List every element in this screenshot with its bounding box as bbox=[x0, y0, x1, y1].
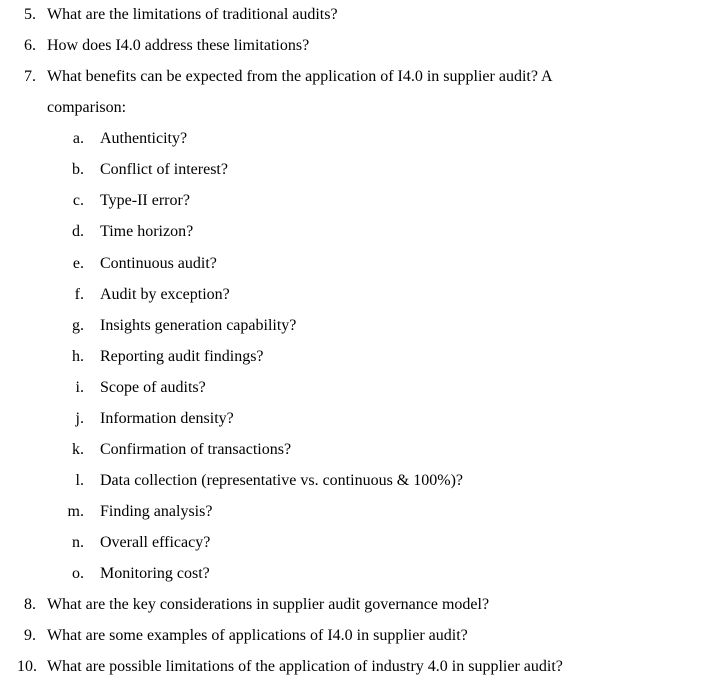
sub-item-text: Conflict of interest? bbox=[100, 161, 228, 178]
sub-item-letter: e. bbox=[72, 255, 84, 272]
sub-item-letter: n. bbox=[72, 534, 84, 551]
sub-item-letter: d. bbox=[72, 223, 84, 240]
sub-item-letter: l. bbox=[75, 472, 84, 489]
sub-item-letter: h. bbox=[72, 348, 84, 365]
sub-item-text: Authenticity? bbox=[100, 130, 188, 147]
question-text: What are the limitations of traditional audits? bbox=[47, 6, 338, 23]
question-number: 5. bbox=[24, 6, 36, 23]
sub-item-text: Scope of audits? bbox=[100, 379, 206, 396]
question-number: 8. bbox=[24, 596, 36, 613]
sub-item-text: Time horizon? bbox=[100, 223, 194, 240]
question-number: 7. bbox=[24, 68, 36, 85]
sub-item-letter: o. bbox=[72, 565, 84, 582]
sub-item-text: Continuous audit? bbox=[100, 255, 217, 272]
sub-item-text: Monitoring cost? bbox=[100, 565, 210, 582]
sub-item-text: Reporting audit findings? bbox=[100, 348, 264, 365]
question-text: What are the key considerations in supplier audit governance model? bbox=[47, 596, 490, 613]
sub-item-letter: b. bbox=[72, 161, 84, 178]
sub-item-text: Information density? bbox=[100, 410, 234, 427]
sub-item-text: Insights generation capability? bbox=[100, 317, 297, 334]
question-number: 10. bbox=[17, 658, 37, 675]
question-text: What benefits can be expected from the application of I4.0 in supplier audit? A bbox=[47, 68, 553, 85]
question-number: 9. bbox=[24, 627, 36, 644]
sub-item-letter: g. bbox=[72, 317, 84, 334]
sub-item-text: Confirmation of transactions? bbox=[100, 441, 292, 458]
sub-item-letter: j. bbox=[75, 410, 84, 427]
sub-item-letter: m. bbox=[67, 503, 84, 520]
sub-item-text: Data collection (representative vs. continuous & 100%)? bbox=[100, 472, 463, 489]
sub-item-letter: k. bbox=[72, 441, 84, 458]
question-text: What are possible limitations of the application of industry 4.0 in supplier audit? bbox=[47, 658, 563, 675]
sub-item-text: Type-II error? bbox=[100, 192, 190, 209]
sub-item-text: Audit by exception? bbox=[100, 286, 230, 303]
question-number: 6. bbox=[24, 37, 36, 54]
sub-item-text: Finding analysis? bbox=[100, 503, 213, 520]
sub-item-letter: c. bbox=[72, 192, 84, 209]
sub-item-letter: a. bbox=[72, 130, 84, 147]
question-text: How does I4.0 address these limitations? bbox=[47, 37, 310, 54]
question-text: What are some examples of applications of I4.0 in supplier audit? bbox=[47, 627, 468, 644]
sub-item-letter: i. bbox=[75, 379, 84, 396]
question-text-continuation: comparison: bbox=[47, 99, 127, 116]
sub-item-text: Overall efficacy? bbox=[100, 534, 211, 551]
sub-item-letter: f. bbox=[74, 286, 84, 303]
